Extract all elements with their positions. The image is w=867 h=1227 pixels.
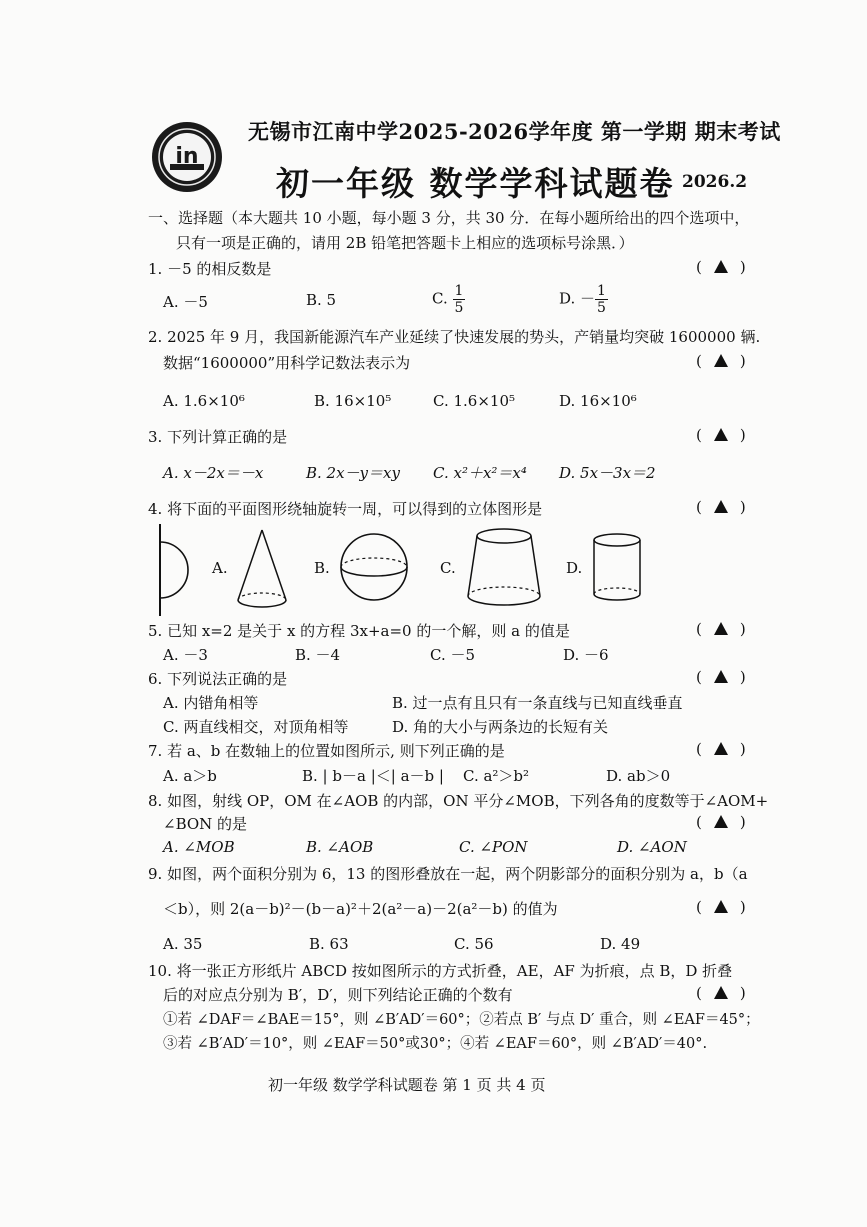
q7-option-b: B. | b－a |＜| a－b | <box>302 767 444 785</box>
answer-triangle-icon <box>714 986 728 999</box>
q3-option-b: B. 2x－y＝xy <box>306 464 400 482</box>
q8-answer-slot: ( ) <box>696 813 746 831</box>
sphere-figure <box>341 534 407 600</box>
q8-option-d: D. ∠AON <box>617 838 687 856</box>
q10-statements-1: ①若 ∠DAF＝∠BAE＝15°，则 ∠B′AD′＝60°；②若点 B′ 与点 D′ 重合，则 ∠EAF＝45°； <box>163 1012 760 1028</box>
q5-option-d: D. －6 <box>563 646 609 664</box>
frustum-figure <box>468 529 540 605</box>
q7-stem: 7. 若 a、b 在数轴上的位置如图所示, 则下列正确的是 <box>148 742 505 760</box>
q5-answer-slot: ( ) <box>696 620 746 638</box>
q3-option-a: A. x－2x＝－x <box>163 464 264 482</box>
logo-lettering: in <box>175 144 199 169</box>
q2-option-b: B. 16×10⁵ <box>314 392 392 410</box>
q6-answer-slot: ( ) <box>696 668 746 686</box>
q9-option-d: D. 49 <box>600 935 641 953</box>
q1-option-b: B. 5 <box>306 291 337 309</box>
q10-answer-slot: ( ) <box>696 984 746 1002</box>
page-footer: 初一年级 数学学科试题卷 第 1 页 共 4 页 <box>268 1076 546 1094</box>
answer-triangle-icon <box>714 742 728 755</box>
q5-option-b: B. －4 <box>295 646 341 664</box>
q2-stem-1: 2. 2025 年 9 月，我国新能源汽车产业延续了快速发展的势头，产销量均突破 1600000 辆. <box>148 328 761 346</box>
q1-answer-slot: ( ) <box>696 258 746 276</box>
q8-stem-1: 8. 如图，射线 OP，OM 在∠AOB 的内部，ON 平分∠MOB，下列各角的度数等于∠AOM+ <box>148 792 769 810</box>
q4-answer-slot: ( ) <box>696 498 746 516</box>
cone-figure <box>238 530 286 607</box>
q6-option-d: D. 角的大小与两条边的长短有关 <box>392 718 609 736</box>
q4-stem: 4. 将下面的平面图形绕轴旋转一周，可以得到的立体图形是 <box>148 500 543 518</box>
answer-triangle-icon <box>714 622 728 635</box>
half-circle-with-axis <box>160 524 188 616</box>
q2-option-a: A. 1.6×10⁶ <box>163 392 245 410</box>
cylinder-figure <box>594 534 640 600</box>
q4-figures <box>150 520 710 620</box>
q3-option-c: C. x²＋x²＝x⁴ <box>433 464 527 482</box>
q8-option-a: A. ∠MOB <box>163 838 235 856</box>
answer-triangle-icon <box>714 900 728 913</box>
q1-option-a: A. －5 <box>163 293 208 311</box>
answer-triangle-icon <box>714 500 728 513</box>
section-heading-2: 只有一项是正确的，请用 2B 铅笔把答题卡上相应的选项标号涂黑．） <box>176 234 634 252</box>
q2-answer-slot: ( ) <box>696 352 746 370</box>
q6-option-b: B. 过一点有且只有一条直线与已知直线垂直 <box>392 694 683 712</box>
q5-option-c: C. －5 <box>430 646 476 664</box>
q6-option-c: C. 两直线相交，对顶角相等 <box>163 718 349 736</box>
q1-stem: 1. －5 的相反数是 <box>148 260 272 278</box>
q7-option-c: C. a²＞b² <box>463 767 530 785</box>
q10-stem-2: 后的对应点分别为 B′，D′，则下列结论正确的个数有 <box>163 986 513 1004</box>
q4-option-b: B. <box>314 559 330 577</box>
q3-option-d: D. 5x－3x＝2 <box>559 464 656 482</box>
answer-triangle-icon <box>714 815 728 828</box>
q3-answer-slot: ( ) <box>696 426 746 444</box>
answer-triangle-icon <box>714 428 728 441</box>
q9-option-c: C. 56 <box>454 935 494 953</box>
q7-answer-slot: ( ) <box>696 740 746 758</box>
school-logo <box>150 120 224 194</box>
q9-stem-2: ＜b），则 2(a－b)²－(b－a)²＋2(a²－a)－2(a²－b) 的值为 <box>163 900 558 918</box>
paper-title: 初一年级 数学学科试题卷 <box>276 164 675 203</box>
q10-statements-2: ③若 ∠B′AD′＝10°，则 ∠EAF＝50°或30°；④若 ∠EAF＝60°，则 ∠B′AD′＝40°. <box>163 1036 708 1052</box>
q5-stem: 5. 已知 x=2 是关于 x 的方程 3x+a=0 的一个解，则 a 的值是 <box>148 622 570 640</box>
q10-stem-1: 10. 将一张正方形纸片 ABCD 按如图所示的方式折叠，AE，AF 为折痕，点 B，D 折叠 <box>148 962 733 980</box>
q6-option-a: A. 内错角相等 <box>163 694 259 712</box>
exam-date: 2026.2 <box>682 172 748 192</box>
q2-option-d: D. 16×10⁶ <box>559 392 637 410</box>
q6-stem: 6. 下列说法正确的是 <box>148 670 288 688</box>
exam-title: 无锡市江南中学2025-2026学年度 第一学期 期末考试 <box>248 119 781 144</box>
q4-option-a: A. <box>212 559 228 577</box>
answer-triangle-icon <box>714 354 728 367</box>
q8-option-c: C. ∠PON <box>459 838 528 856</box>
q2-option-c: C. 1.6×10⁵ <box>433 392 516 410</box>
q9-option-a: A. 35 <box>163 935 203 953</box>
q9-stem-1: 9. 如图，两个面积分别为 6，13 的图形叠放在一起，两个阴影部分的面积分别为 a，b（a <box>148 865 748 883</box>
q7-option-d: D. ab＞0 <box>606 767 671 785</box>
q2-stem-2: 数据“1600000”用科学记数法表示为 <box>163 354 411 372</box>
section-heading: 一、选择题（本大题共 10 小题，每小题 3 分，共 30 分．在每小题所给出的四个选项中， <box>148 209 750 227</box>
q8-stem-2: ∠BON 的是 <box>163 815 248 833</box>
q7-option-a: A. a＞b <box>163 767 217 785</box>
q8-option-b: B. ∠AOB <box>306 838 374 856</box>
q5-option-a: A. －3 <box>163 646 208 664</box>
q4-option-d: D. <box>566 559 583 577</box>
answer-triangle-icon <box>714 260 728 273</box>
q1-option-c: C. $\frac{1}{5}$ <box>432 283 464 317</box>
q1-option-d: D. － $\frac{1}{5}$ <box>559 283 606 317</box>
q3-stem: 3. 下列计算正确的是 <box>148 428 288 446</box>
q9-answer-slot: ( ) <box>696 898 746 916</box>
q9-option-b: B. 63 <box>309 935 349 953</box>
q4-option-c: C. <box>440 559 456 577</box>
answer-triangle-icon <box>714 670 728 683</box>
